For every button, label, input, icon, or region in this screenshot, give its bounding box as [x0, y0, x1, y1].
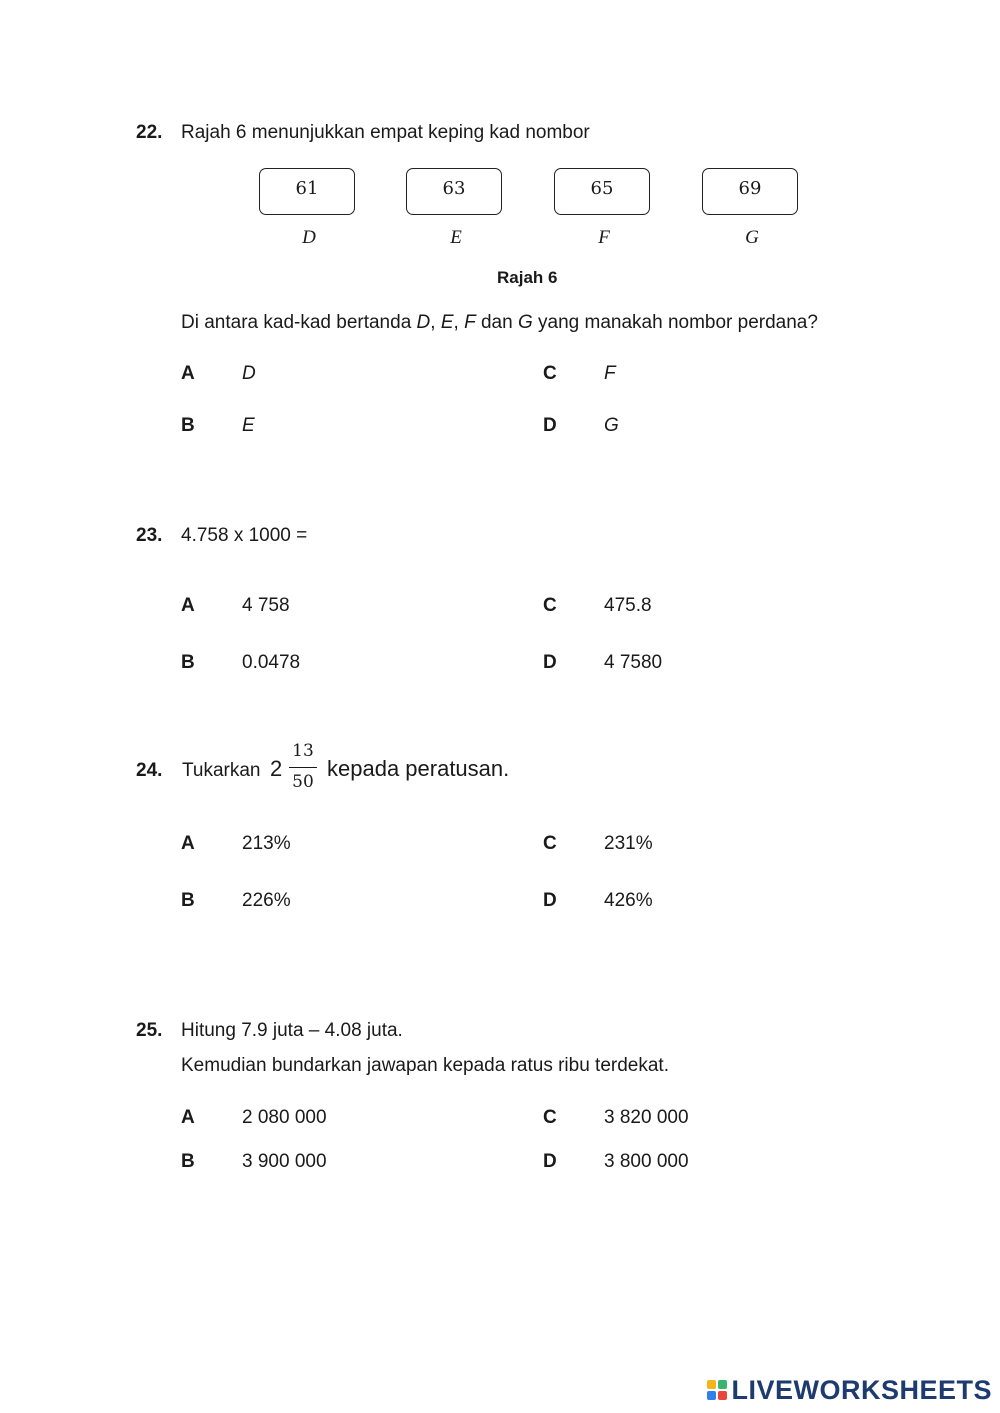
q25-option-c-text[interactable]: 3 820 000 — [604, 1107, 689, 1128]
q25-option-b-letter[interactable]: B — [181, 1151, 195, 1172]
fraction-bar — [289, 767, 317, 768]
q22-number: 22. — [136, 122, 163, 143]
q22-option-c-letter[interactable]: C — [543, 363, 557, 384]
q24-option-c-letter[interactable]: C — [543, 833, 557, 854]
logo-square — [718, 1380, 727, 1389]
q24-option-b-letter[interactable]: B — [181, 890, 195, 911]
q24-whole-number: 2 — [270, 756, 283, 781]
q23-option-b-text[interactable]: 0.0478 — [242, 652, 301, 673]
q22-question-e: E — [440, 312, 454, 333]
logo-square — [707, 1391, 716, 1400]
logo-square — [718, 1391, 727, 1400]
logo-text: LIVEWORKSHEETS — [731, 1374, 992, 1405]
q22-question — [181, 312, 818, 334]
q23-option-a-letter[interactable]: A — [181, 595, 195, 616]
q24-option-a-letter[interactable]: A — [181, 833, 195, 854]
q22-option-d-text[interactable]: G — [604, 415, 619, 436]
q23-option-b-letter[interactable]: B — [181, 652, 195, 673]
card-e-label: E — [450, 227, 462, 248]
q24-numerator: 13 — [292, 741, 314, 761]
logo-square — [707, 1380, 716, 1389]
q25-option-a-text[interactable]: 2 080 000 — [242, 1107, 327, 1128]
q22-option-b-text[interactable]: E — [242, 415, 255, 436]
q23-option-a-text[interactable]: 4 758 — [242, 595, 290, 616]
q24-option-a-text[interactable]: 213% — [242, 833, 291, 854]
q24-option-d-letter[interactable]: D — [543, 890, 557, 911]
q22-option-a-text[interactable]: D — [242, 363, 256, 384]
q22-question-g: G — [517, 312, 533, 333]
q25-option-d-text[interactable]: 3 800 000 — [604, 1151, 689, 1172]
figure-caption: Rajah 6 — [497, 268, 558, 287]
q25-option-b-text[interactable]: 3 900 000 — [242, 1151, 327, 1172]
q22-option-c-text[interactable]: F — [604, 363, 616, 384]
q24-denominator: 50 — [292, 772, 314, 792]
card-g-label: G — [745, 227, 759, 248]
q24-option-c-text[interactable]: 231% — [604, 833, 653, 854]
q22-question-part: Di antara kad-kad bertanda — [181, 312, 417, 333]
q24-text-before: Tukarkan — [182, 760, 261, 781]
q25-line2: Kemudian bundarkan jawapan kepada ratus ribu terdekat. — [181, 1055, 669, 1076]
card-e: 63 — [406, 168, 502, 215]
q22-question-comma: , — [430, 312, 441, 333]
q22-option-a-letter[interactable]: A — [181, 363, 195, 384]
q24-option-d-text[interactable]: 426% — [604, 890, 653, 911]
q24-text-after: kepada peratusan. — [327, 756, 510, 781]
q22-question-f: F — [464, 312, 476, 333]
q22-question-comma: , — [453, 312, 465, 333]
card-g: 69 — [702, 168, 798, 215]
q25-option-a-letter[interactable]: A — [181, 1107, 195, 1128]
q22-question-d: D — [416, 312, 431, 333]
q23-number: 23. — [136, 525, 163, 546]
q23-option-d-text[interactable]: 4 7580 — [604, 652, 663, 673]
q25-line1: Hitung 7.9 juta – 4.08 juta. — [181, 1020, 403, 1041]
q25-option-c-letter[interactable]: C — [543, 1107, 557, 1128]
card-f: 65 — [554, 168, 650, 215]
q23-text: 4.758 x 1000 = — [181, 525, 308, 546]
q25-number: 25. — [136, 1020, 163, 1041]
liveworksheets-logo[interactable] — [707, 1375, 992, 1405]
q22-question-part: dan — [475, 312, 518, 333]
q22-option-d-letter[interactable]: D — [543, 415, 557, 436]
q24-option-b-text[interactable]: 226% — [242, 890, 291, 911]
q22-question-part: yang manakah nombor perdana? — [532, 312, 818, 333]
q22-option-b-letter[interactable]: B — [181, 415, 195, 436]
q23-option-d-letter[interactable]: D — [543, 652, 557, 673]
q24-number: 24. — [136, 760, 163, 781]
q22-text: Rajah 6 menunjukkan empat keping kad nombor — [181, 122, 590, 143]
card-d-label: D — [302, 227, 316, 248]
card-f-label: F — [598, 227, 610, 248]
q25-option-d-letter[interactable]: D — [543, 1151, 557, 1172]
logo-squares-icon — [707, 1380, 727, 1400]
q23-option-c-text[interactable]: 475.8 — [604, 595, 652, 616]
q23-option-c-letter[interactable]: C — [543, 595, 557, 616]
card-d: 61 — [259, 168, 355, 215]
